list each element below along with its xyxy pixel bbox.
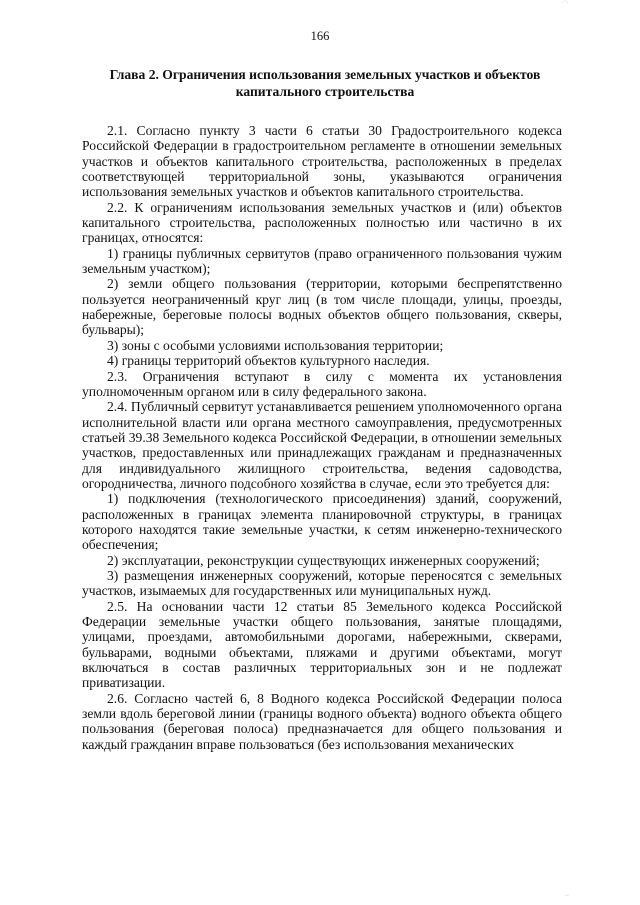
paragraph-2-5: 2.5. На основании части 12 статьи 85 Земельного кодекса Российской Федерации земельные участки общего пользования, занятые площадями, улицами, проездами, автомобильными дорогами, набережными, скверами, бульварами, водными объектами, пляжами и другими объектами, могут включаться в состав различных территориальных зон и не подлежат приватизации.	[82, 598, 562, 691]
paragraph-2-3: 2.3. Ограничения вступают в силу с момента их установления уполномоченным органом или в силу федерального закона.	[82, 368, 562, 399]
paragraph-2-1: 2.1. Согласно пункту 3 части 6 статьи 30 Градостроительного кодекса Российской Федерации в градостроительном регламенте в отношении земельных участков и объектов капитального строительства, расположенных в пределах соответствующей территориальной зоны, указываются ограничения использования земельных участков и объектов капитального строительства.	[82, 123, 562, 200]
list-item-3: 3) зоны с особыми условиями использования территории;	[107, 337, 444, 353]
body-text	[82, 123, 562, 752]
list-item-2: 2) эксплуатации, реконструкции существующих инженерных сооружений;	[107, 552, 540, 568]
scan-mark: ·˙·	[562, 0, 568, 6]
chapter-title	[90, 66, 560, 100]
list-item-1: 1) границы публичных сервитутов (право ограниченного пользования чужим земельным участком);	[82, 245, 562, 277]
list-item-2: 2) земли общего пользования (территории, которыми беспрепятственно пользуется неограниченный круг лиц (в том числе площади, улицы, проезды, набережные, береговые полосы водных объектов общего пользования, скверы, бульвары);	[82, 276, 562, 338]
list-item-4: 4) границы территорий объектов культурного наследия.	[107, 353, 430, 369]
chapter-title-line: Глава 2. Ограничения использования земельных участков и объектов	[109, 67, 541, 82]
scan-mark: ··	[565, 893, 569, 899]
page-number: 166	[310, 29, 330, 43]
chapter-title-line: капитального строительства	[235, 84, 415, 99]
list-item-3: 3) размещения инженерных сооружений, которые переносятся с земельных участков, изымаемых для государственных или муниципальных нужд.	[82, 567, 562, 599]
list-item-1: 1) подключения (технологического присоединения) зданий, сооружений, расположенных в границах элемента планировочной структуры, в границах которого находятся такие земельные участки, к сетям инженерно-технического обеспечения;	[82, 491, 562, 553]
paragraph-2-4: 2.4. Публичный сервитут устанавливается решением уполномоченного органа исполнительной власти или органа местного самоуправления, предусмотренных статьей 39.38 Земельного кодекса Российской Федерации, в отношении земельных участков, предоставленных или принадлежащих гражданам и предназначенных для индивидуального жилищного строительства, ведения садоводства, огородничества, личного подсобного хозяйства в случае, если это требуется для:	[82, 399, 562, 491]
paragraph-2-2: 2.2. К ограничениям использования земельных участков и (или) объектов капитального строительства, расположенных полностью или частично в их границах, относятся:	[82, 199, 562, 246]
paragraph-2-6: 2.6. Согласно частей 6, 8 Водного кодекса Российской Федерации полоса земли вдоль береговой линии (границы водного объекта) водного объекта общего пользования (береговая полоса) предназначается для общего пользования и каждый гражданин вправе пользоваться (без использования механических	[82, 690, 562, 752]
